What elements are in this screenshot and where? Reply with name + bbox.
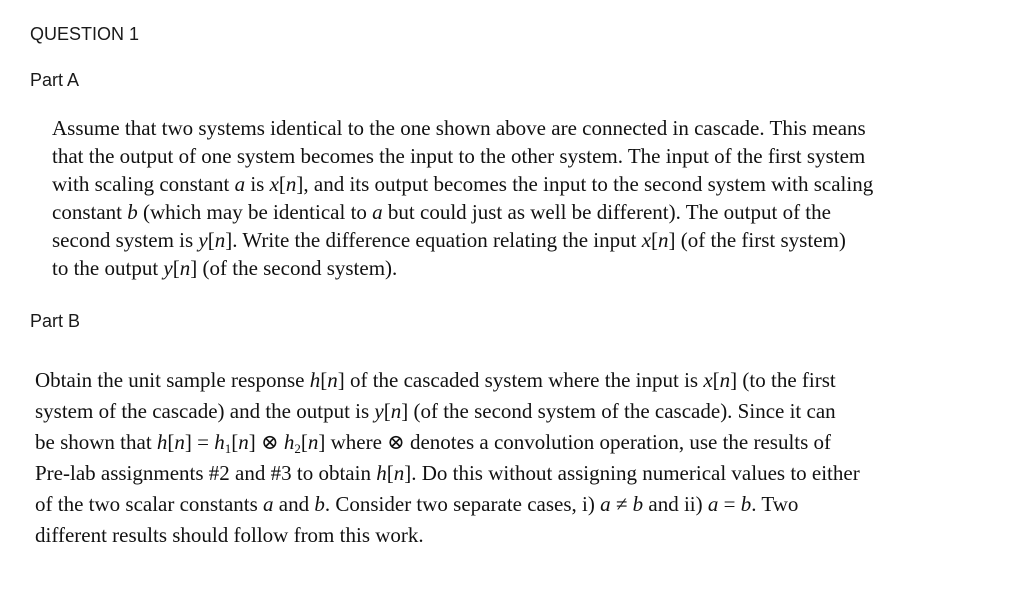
math-symbol: a — [707, 492, 719, 516]
text-line: Obtain the unit sample response h[n] of the cascaded system where the input is x[n] (to the first — [35, 368, 836, 392]
math-symbol: h — [309, 368, 321, 392]
math-symbol: n — [658, 228, 669, 252]
math-subscript: 1 — [224, 441, 232, 456]
text-line: Pre-lab assignments #2 and #3 to obtain h[n]. Do this without assigning numerical values to either — [35, 461, 860, 485]
math-symbol: h — [283, 430, 295, 454]
math-symbol: y — [163, 256, 173, 280]
math-symbol: n — [327, 368, 338, 392]
text-line: Assume that two systems identical to the one shown above are connected in cascade. This means — [52, 116, 866, 140]
math-subscript: 2 — [294, 441, 301, 456]
math-symbol: n — [285, 172, 297, 196]
math-symbol: a — [600, 492, 611, 516]
math-symbol: n — [179, 256, 191, 280]
text-line: with scaling constant a is x[n], and its output becomes the input to the second system with scaling — [52, 172, 874, 196]
math-symbol: a — [234, 172, 246, 196]
math-symbol: b — [314, 492, 325, 516]
math-symbol: n — [174, 430, 185, 454]
math-symbol: n — [393, 461, 405, 485]
math-symbol: n — [238, 430, 249, 454]
math-symbol: x — [641, 228, 652, 252]
text-line: that the output of one system becomes the input to the other system. The input of the first system — [52, 144, 866, 168]
text-line: be shown that $h[n] = h_1[n]$ ⊗ $h_2[n]$ where ⊗ denotes a convolution operation, use the results of — [35, 430, 832, 456]
math-symbol: h — [376, 461, 387, 485]
math-symbol: y — [374, 399, 384, 423]
math-symbol: x — [269, 172, 279, 196]
text-line: constant b (which may be identical to a but could just as well be different). The output of the — [52, 200, 831, 224]
math-symbol: n — [719, 368, 731, 392]
text-line: different results should follow from this work. — [35, 523, 424, 547]
math-symbol: n — [307, 430, 319, 454]
math-symbol: a — [372, 200, 383, 224]
part-b-problem-text — [35, 365, 860, 551]
math-symbol: y — [198, 228, 208, 252]
math-symbol: a — [263, 492, 274, 516]
math-symbol: b — [632, 492, 644, 516]
text-line: system of the cascade) and the output is y[n] (of the second system of the cascade). Since it can — [35, 399, 836, 423]
math-symbol: h — [214, 430, 225, 454]
math-symbol: h — [156, 430, 168, 454]
math-symbol: b — [740, 492, 752, 516]
text-line: to the output y[n] (of the second system). — [52, 256, 398, 280]
math-symbol: b — [127, 200, 138, 224]
math-symbol: x — [703, 368, 713, 392]
part-a-problem-text — [52, 114, 873, 282]
text-line: second system is y[n]. Write the difference equation relating the input x[n] (of the first system) — [52, 228, 846, 252]
question-title: QUESTION 1 — [30, 24, 140, 44]
math-symbol: n — [390, 399, 402, 423]
part-b-label: Part B — [30, 311, 81, 331]
math-symbol: n — [214, 228, 226, 252]
part-a-label: Part A — [30, 70, 80, 90]
text-line: of the two scalar constants a and b. Consider two separate cases, i) a ≠ b and ii) a = b. Two — [35, 492, 799, 516]
